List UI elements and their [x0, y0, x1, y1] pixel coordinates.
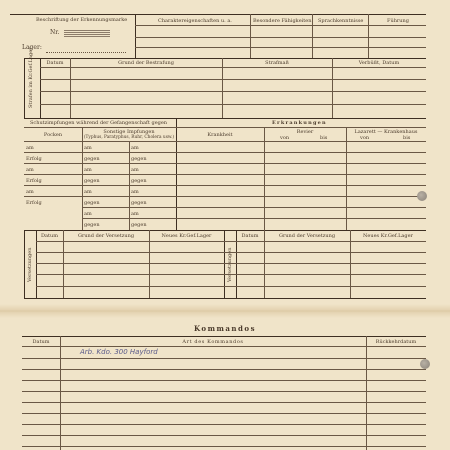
vacc-row-2-mid: gegen: [84, 156, 100, 162]
nr-label: Nr.: [50, 29, 60, 36]
transfer-col-camp-2: Neues Kr.Gef.Lager: [363, 233, 413, 239]
punish-row-3: [40, 104, 426, 105]
header-col-2: [250, 14, 251, 58]
punish-col-penalty: Strafmaß: [265, 60, 289, 66]
vacc-rule-4: [24, 185, 426, 186]
transfer-row-4: [36, 286, 426, 287]
kommandos-handwritten-entry: Arb. Kdo. 300 Hayford: [80, 348, 158, 356]
vacc-col-other-1: Sonstige Impfungen: [103, 129, 155, 135]
punish-left: [24, 58, 25, 118]
vacc-row-3-right: am: [131, 167, 139, 173]
vacc-row-4-mid: gegen: [84, 178, 100, 184]
kommandos-v1: [60, 336, 61, 450]
punish-col-reason: Grund der Bestrafung: [118, 60, 174, 66]
language-label: Sprachkenntnisse: [318, 18, 364, 24]
vacc-row-1-left: am: [26, 145, 34, 151]
lager-field-line: [46, 52, 126, 53]
header-col-4: [368, 14, 369, 58]
header-sub-rule: [135, 25, 426, 26]
vacc-row-6-mid: gegen: [84, 200, 100, 206]
kommandos-row-1: [22, 358, 426, 359]
vacc-rule-1: [24, 152, 426, 153]
kommandos-col-return: Rückkehrdatum: [375, 339, 417, 345]
vacc-row-6-right: gegen: [131, 200, 147, 206]
transfer-side-label-1: Versetzungen: [27, 247, 33, 282]
vacc-row-8-mid: gegen: [84, 222, 100, 228]
vacc-col-smallpox: Pocken: [43, 132, 63, 138]
vacc-rule-5: [24, 196, 426, 197]
paper-fold: [0, 304, 450, 318]
vacc-rule-3: [24, 174, 426, 175]
redacted-number: [64, 30, 110, 37]
illness-v2: [346, 127, 347, 230]
illness-infirmary-from: von: [280, 135, 290, 141]
kommandos-row-9: [22, 446, 426, 447]
illness-title: Erkrankungen: [272, 120, 327, 126]
transfer-col-reason-1: Grund der Versetzung: [77, 233, 135, 239]
illness-col-illness: Krankheit: [207, 132, 233, 138]
illness-hospital-from: von: [360, 135, 370, 141]
header-divider: [135, 14, 136, 58]
punch-hole-bottom: [420, 359, 430, 369]
punish-row-2: [40, 91, 426, 92]
vacc-v1: [82, 127, 83, 230]
vacc-row-7-mid: am: [84, 211, 92, 217]
vacc-row-2-right: gegen: [131, 156, 147, 162]
kommandos-row-4: [22, 391, 426, 392]
header-row-2: [135, 47, 426, 48]
header-col-3: [312, 14, 313, 58]
illness-infirmary-to: bis: [320, 135, 328, 141]
vacc-row-3-mid: am: [84, 167, 92, 173]
vacc-title-rule: [24, 127, 426, 128]
illness-hospital-to: bis: [403, 135, 411, 141]
conduct-label: Führung: [387, 18, 409, 24]
transfer-col-date-2: Datum: [241, 233, 259, 239]
transfer-left: [24, 230, 25, 298]
vacc-head-rule: [24, 141, 176, 142]
transfer-bottom-rule: [24, 298, 426, 299]
kommandos-head-rule: [22, 346, 426, 347]
illness-v1: [264, 127, 265, 230]
vacc-rule-7: [82, 218, 426, 219]
vacc-rule-2: [24, 163, 426, 164]
transfer-col-camp-1: Neues Kr.Gef.Lager: [161, 233, 212, 239]
kommandos-v2: [366, 336, 367, 450]
transfer-head-rule: [36, 241, 426, 242]
vacc-row-8-right: gegen: [131, 222, 147, 228]
vacc-col-other-2: (Typhus, Paratyphus, Ruhr, Cholera usw.): [83, 135, 175, 140]
punish-head-rule: [40, 67, 426, 68]
kommandos-row-3: [22, 380, 426, 381]
punch-hole-top: [417, 191, 427, 201]
vacc-row-5-mid: am: [84, 189, 92, 195]
kommandos-col-date: Datum: [32, 339, 50, 345]
kommandos-row-2: [22, 369, 426, 370]
transfer-row-3: [36, 274, 426, 275]
kommandos-row-7: [22, 424, 426, 425]
vacc-row-5-right: am: [131, 189, 139, 195]
transfer-col-reason-2: Grund der Versetzung: [278, 233, 336, 239]
vacc-row-7-right: am: [131, 211, 139, 217]
illness-col-infirmary: Revier: [296, 129, 314, 135]
lager-label: Lager:: [22, 44, 42, 51]
kommandos-row-5: [22, 402, 426, 403]
punish-side-label: Strafen im Kr.Gef.Lager: [28, 47, 34, 108]
transfer-row-1: [36, 252, 426, 253]
kommandos-col-type: Art des Kommandos: [182, 339, 244, 345]
vacc-title: Schutzimpfungen während der Gefangenschaft gegen: [30, 120, 168, 126]
transfer-side-label-2: Versetzungen: [227, 247, 233, 282]
vacc-row-1-mid: am: [84, 145, 92, 151]
kommandos-row-8: [22, 435, 426, 436]
transfer-col-date-1: Datum: [41, 233, 58, 239]
vacc-row-3-left: am: [26, 167, 34, 173]
vacc-bottom-rule: [24, 230, 426, 231]
punish-top-rule: [24, 58, 426, 59]
transfer-row-2: [36, 263, 426, 264]
kommandos-row-6: [22, 413, 426, 414]
vacc-row-1-right: am: [131, 145, 139, 151]
illness-col-hospital: Lazarett — Krankenhaus: [354, 129, 418, 135]
vacc-row-4-right: gegen: [131, 178, 147, 184]
vacc-row-6-left: Erfolg: [26, 200, 42, 206]
character-label: Charaktereigenschaften u. a.: [158, 18, 232, 24]
punish-bottom-rule: [24, 118, 426, 119]
vacc-row-2-left: Erfolg: [26, 156, 42, 162]
ident-mark-label: Beschriftung der Erkennungsmarke: [36, 17, 128, 23]
vacc-rule-6: [82, 207, 426, 208]
kommandos-title: Kommandos: [193, 324, 257, 333]
vacc-row-5-left: am: [26, 189, 34, 195]
header-row-1: [135, 37, 426, 38]
punish-row-1: [40, 79, 426, 80]
punish-col-served: Verbüßt, Datum: [358, 60, 400, 66]
special-skills-label: Besondere Fähigkeiten: [253, 18, 312, 24]
punish-col-date: Datum: [46, 60, 64, 66]
vacc-row-4-left: Erfolg: [26, 178, 42, 184]
header-top-rule: [10, 14, 426, 15]
illness-head-rule: [176, 141, 426, 142]
